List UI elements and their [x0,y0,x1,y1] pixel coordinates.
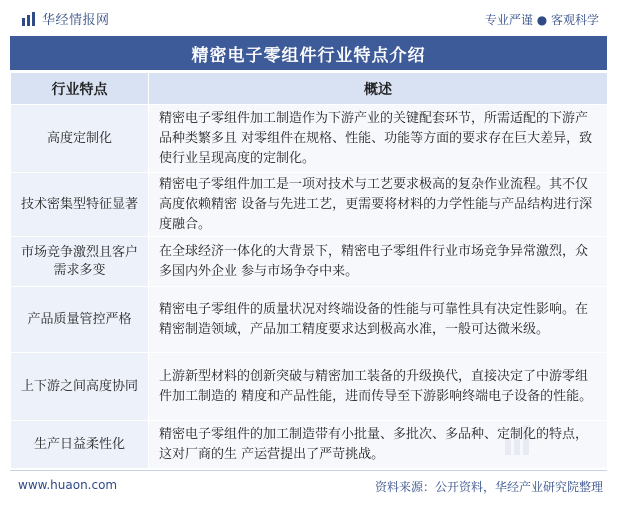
feature-cell: 技术密集型特征显著 [11,173,149,237]
watermark-logo-icon [503,423,579,457]
description-cell: 精密电子零组件加工制造作为下游产业的关键配套环节，所需适配的下游产品种类繁多且 对零组件在规格、性能、功能等方面的要求存在巨大差异，致使行业呈现高度的定制化。 [149,105,608,173]
feature-cell: 高度定制化 [11,105,149,173]
table-row [11,237,608,287]
table-row [11,173,608,237]
brand-logo-icon [22,12,36,26]
description-cell: 精密电子零组件加工是一项对技术与工艺要求极高的复杂作业流程。其不仅高度依赖精密 设备与先进工艺，更需要将材料的力学性能与产品结构进行深度融合。 [149,173,608,237]
top-bar [0,0,617,36]
description-cell: 在全球经济一体化的大背景下，精密电子零组件行业市场竞争异常激烈，众多国内外企业 参与市场争夺中来。 [149,237,608,287]
table-row [11,287,608,353]
brand [22,9,110,28]
feature-cell: 市场竞争激烈且客户需求多变 [11,237,149,287]
page-title: 精密电子零组件行业特点介绍 [191,45,426,66]
column-header-overview: 概述 [149,73,608,105]
column-header-feature: 行业特点 [11,73,149,105]
title-bar [10,36,607,70]
description-cell: 精密电子零组件的加工制造带有小批量、多批次、多品种、定制化的特点，这对厂商的生 产运营提出了严苛挑战。 [149,421,608,469]
table-header-row [11,73,608,105]
footer-divider [10,470,607,471]
footer-url: www.huaon.com [18,478,118,492]
brand-name: 华经情报网 [42,13,110,28]
table-row [11,105,608,173]
features-table [10,72,608,469]
footer-source: 资料来源：公开资料，华经产业研究院整理 [374,480,603,494]
feature-cell: 产品质量管控严格 [11,287,149,353]
description-cell: 精密电子零组件的质量状况对终端设备的性能与可靠性具有决定性影响。在精密制造领域，产品加工精度要求达到极高水准，一般可达微米级。 [149,287,608,353]
feature-cell: 生产日益柔性化 [11,421,149,469]
table-row [11,353,608,421]
feature-cell: 上下游之间高度协同 [11,353,149,421]
description-cell: 上游新型材料的创新突破与精密加工装备的升级换代，直接决定了中游零组件加工制造的 精度和产品性能，进而传导至下游影响终端电子设备的性能。 [149,353,608,421]
slogan: 专业严谨 ● 客观科学 [484,13,599,27]
